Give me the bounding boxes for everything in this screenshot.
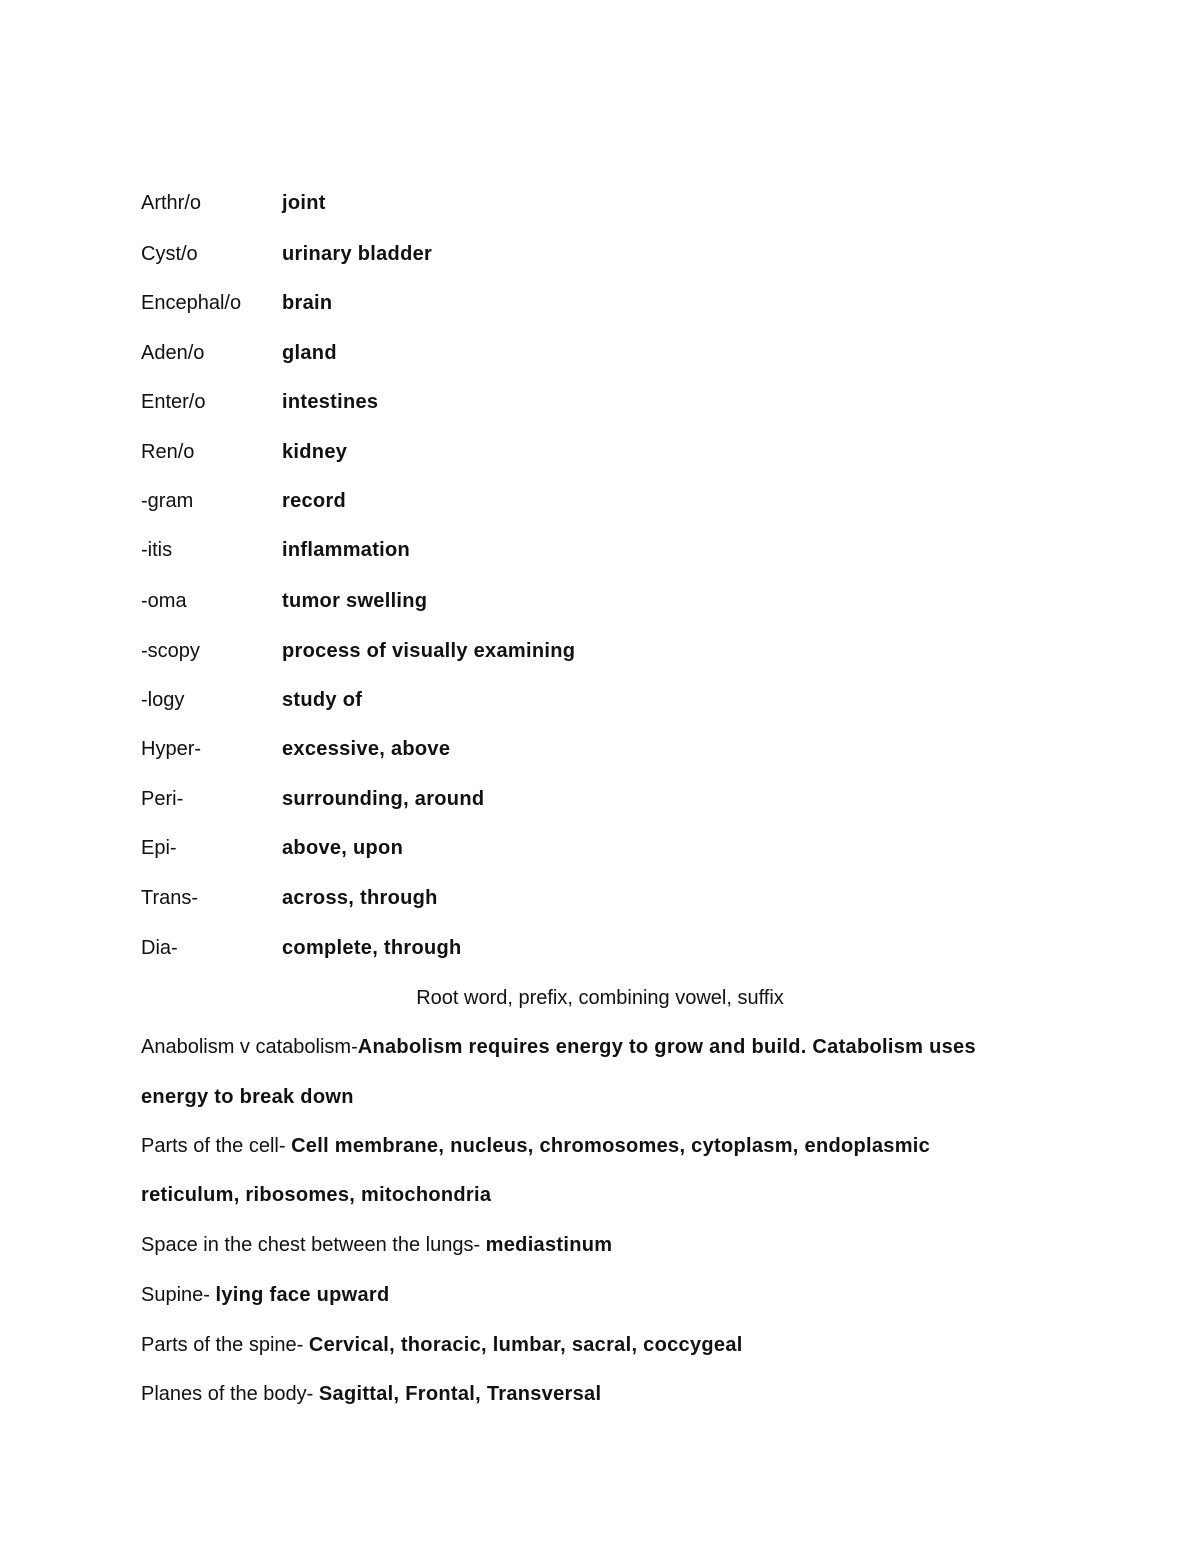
glossary-term: Ren/o <box>141 441 195 463</box>
glossary-row <box>141 535 410 565</box>
note-spine-parts <box>141 1330 743 1360</box>
note-body-planes <box>141 1379 601 1409</box>
note-lead: Space in the chest between the lungs- <box>141 1234 486 1256</box>
glossary-term: Trans- <box>141 887 199 909</box>
glossary-row <box>141 239 432 269</box>
glossary-definition: process of visually examining <box>282 640 576 662</box>
note-lead: Anabolism v catabolism- <box>141 1036 358 1058</box>
glossary-row <box>141 188 326 218</box>
glossary-definition: complete, through <box>282 937 462 959</box>
glossary-term: -oma <box>141 590 187 612</box>
glossary-term: -scopy <box>141 640 200 662</box>
glossary-row <box>141 636 575 666</box>
note-answer: Cell membrane, nucleus, chromosomes, cytoplasm, endoplasmic <box>291 1135 931 1157</box>
glossary-row <box>141 387 378 417</box>
glossary-term: Cyst/o <box>141 243 198 265</box>
note-answer: lying face upward <box>215 1284 390 1306</box>
glossary-definition: gland <box>282 342 337 364</box>
glossary-definition: surrounding, around <box>282 788 485 810</box>
note-lead: Supine- <box>141 1284 216 1306</box>
note-cell-parts <box>141 1131 930 1161</box>
glossary-row <box>141 338 337 368</box>
glossary-term: Enter/o <box>141 391 206 413</box>
note-anabolism-cont <box>141 1082 354 1112</box>
glossary-term: Arthr/o <box>141 192 202 214</box>
glossary-definition: inflammation <box>282 539 411 561</box>
glossary-definition: urinary bladder <box>282 243 433 265</box>
glossary-definition: tumor swelling <box>282 590 428 612</box>
note-answer: Sagittal, Frontal, Transversal <box>318 1383 602 1405</box>
note-anabolism <box>141 1032 976 1062</box>
note-answer: Cervical, thoracic, lumbar, sacral, coccygeal <box>308 1334 743 1356</box>
note-chest-space <box>141 1230 612 1260</box>
glossary-term: Peri- <box>141 788 184 810</box>
note-answer: energy to break down <box>141 1086 354 1108</box>
glossary-term: Dia- <box>141 937 178 959</box>
glossary-definition: intestines <box>282 391 379 413</box>
glossary-term: -gram <box>141 490 194 512</box>
glossary-definition: across, through <box>282 887 438 909</box>
glossary-definition: excessive, above <box>282 738 451 760</box>
glossary-row <box>141 933 462 963</box>
glossary-row <box>141 784 484 814</box>
glossary-row <box>141 437 347 467</box>
glossary-row <box>141 833 403 863</box>
glossary-term: Hyper- <box>141 738 202 760</box>
glossary-term: Encephal/o <box>141 292 242 314</box>
glossary-term: Epi- <box>141 837 177 859</box>
glossary-definition: kidney <box>282 441 348 463</box>
note-answer: mediastinum <box>485 1234 613 1256</box>
glossary-definition: record <box>282 490 347 512</box>
glossary-definition: above, upon <box>282 837 404 859</box>
glossary-row <box>141 586 427 616</box>
glossary-row <box>141 734 450 764</box>
glossary-row <box>141 685 362 715</box>
note-answer: Anabolism requires energy to grow and build. Catabolism uses <box>357 1036 976 1058</box>
glossary-term: Aden/o <box>141 342 205 364</box>
glossary-definition: joint <box>282 192 326 214</box>
glossary-row <box>141 486 346 516</box>
glossary-term: -logy <box>141 689 185 711</box>
glossary-term: -itis <box>141 539 173 561</box>
glossary-definition: brain <box>282 292 333 314</box>
glossary-row <box>141 288 332 318</box>
glossary-definition: study of <box>282 689 363 711</box>
note-cell-parts-cont <box>141 1180 491 1210</box>
note-answer: reticulum, ribosomes, mitochondria <box>141 1184 492 1206</box>
word-parts-line: Root word, prefix, combining vowel, suffix <box>416 987 784 1009</box>
note-lead: Planes of the body- <box>141 1383 319 1405</box>
glossary-row <box>141 883 438 913</box>
note-lead: Parts of the spine- <box>141 1334 309 1356</box>
note-lead: Parts of the cell- <box>141 1135 292 1157</box>
note-supine <box>141 1280 390 1310</box>
